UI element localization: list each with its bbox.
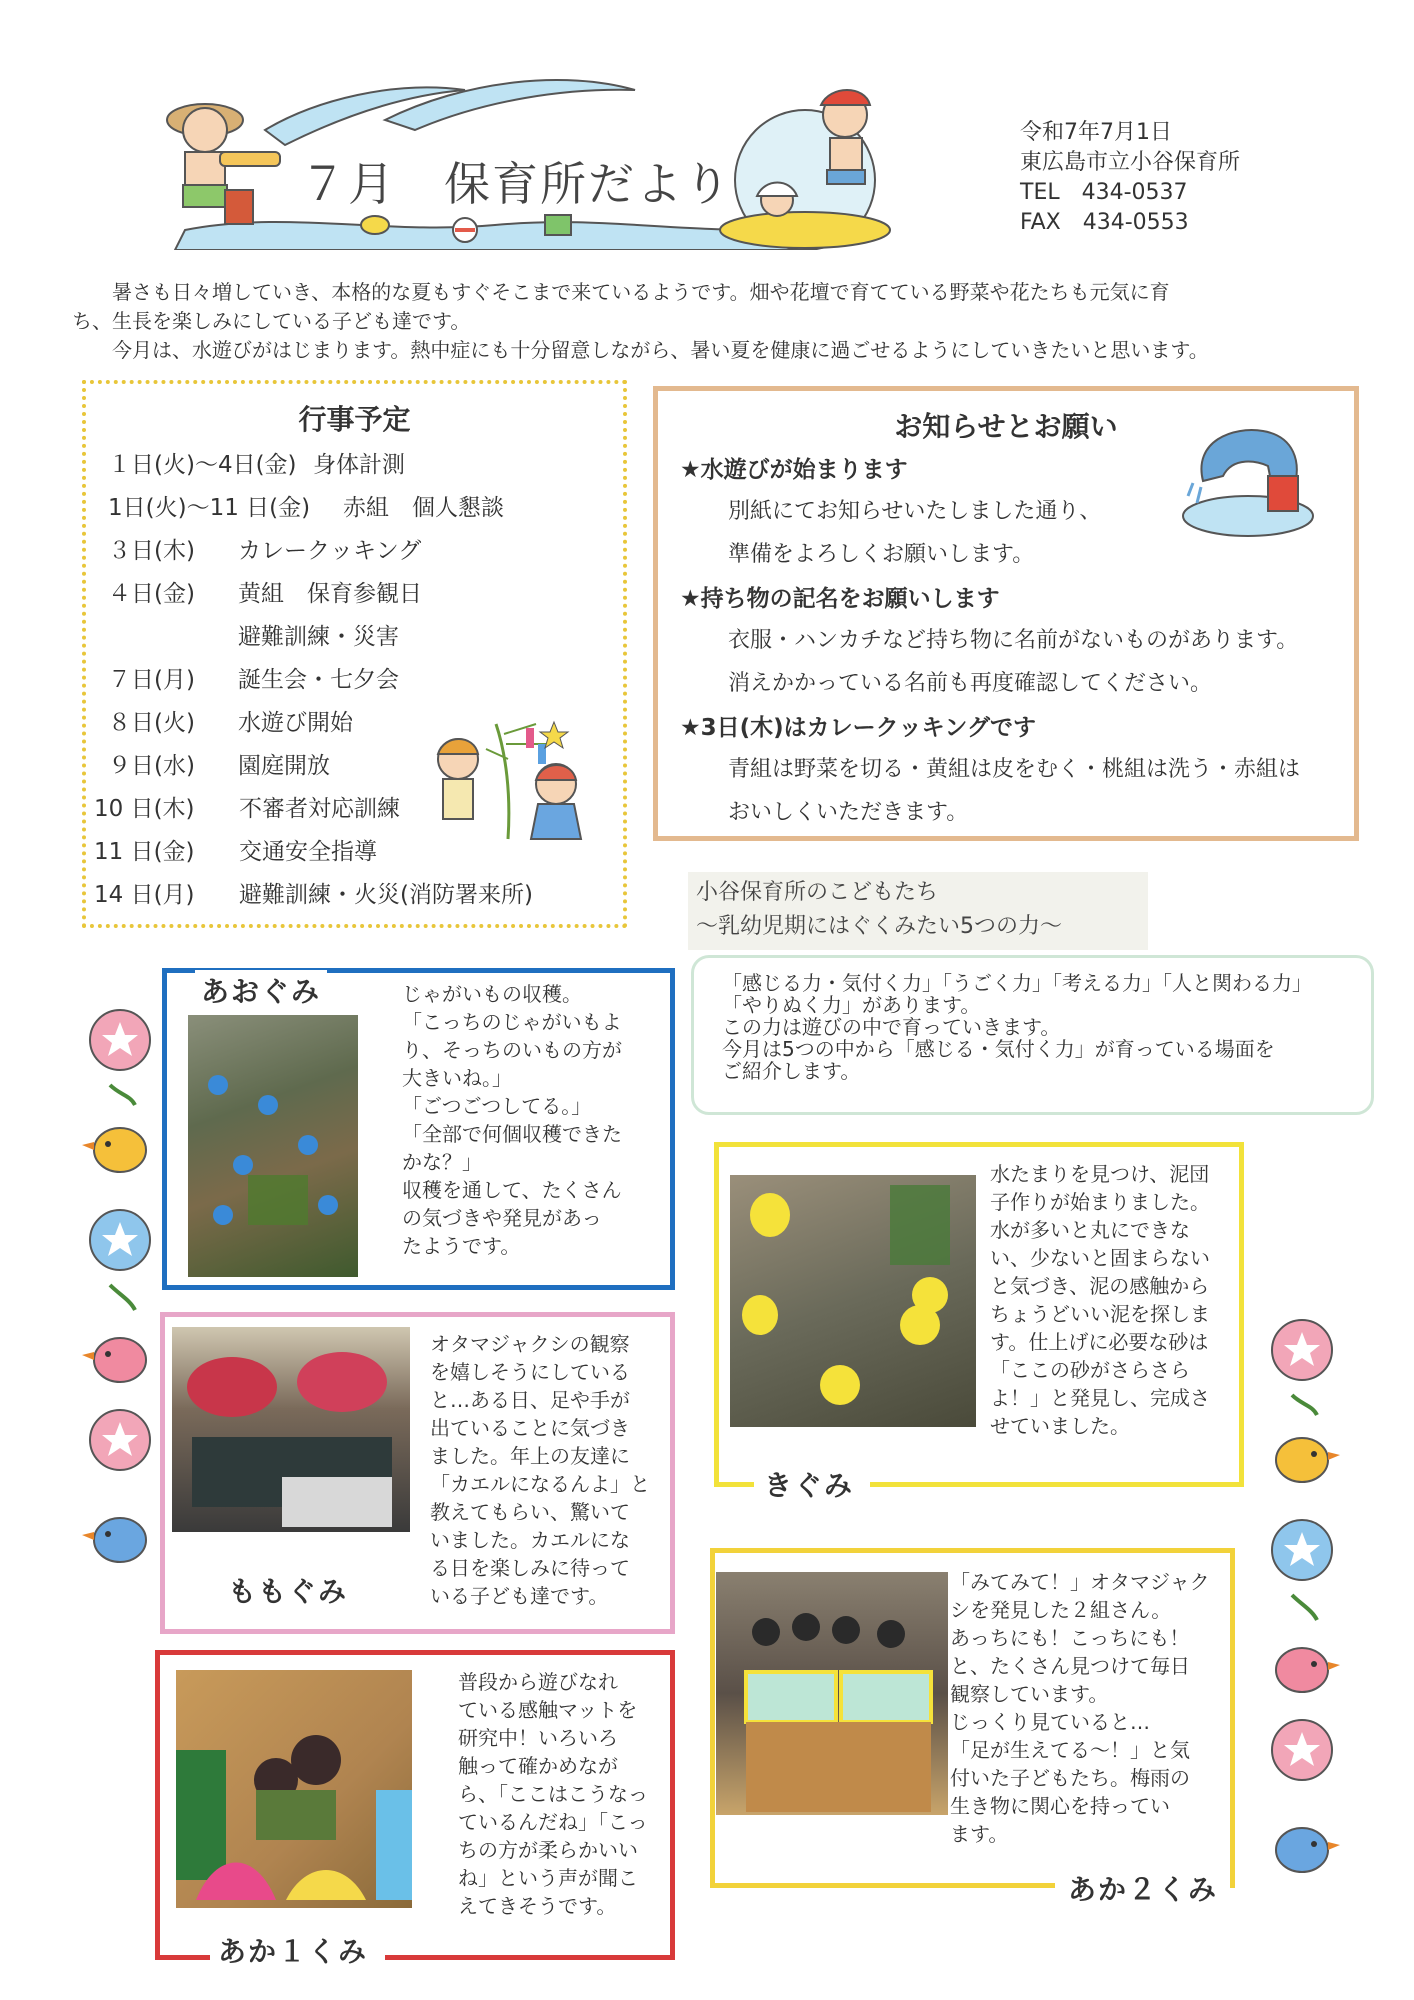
schedule-date: 1日(火)～11 日(金) <box>108 495 311 521</box>
potato-harvest-photo-scene <box>188 1015 358 1277</box>
aogumi-text-line: り、そっちのいもの方が <box>402 1038 622 1062</box>
aka1kumi-photo <box>176 1670 412 1908</box>
kigumi-text-line: せていました。 <box>990 1414 1130 1438</box>
notice-heading: ★3日(木)はカレークッキングです <box>680 715 1036 741</box>
kigumi-text-line: 水が多いと丸にできな <box>990 1218 1190 1242</box>
schedule-event: 身体計測 <box>313 452 405 478</box>
notice-heading: ★持ち物の記名をお願いします <box>680 586 1000 612</box>
notice-line: おいしくいただきます。 <box>728 800 969 825</box>
schedule-date: 11 日(金) <box>94 839 195 865</box>
bird-icon <box>82 1338 146 1382</box>
sensory-mat-photo-scene <box>176 1670 412 1908</box>
aka1kumi-text-line: 研究中！いろいろ <box>458 1726 618 1750</box>
kigumi-class-name: きぐみ <box>758 1464 860 1504</box>
bird-icon <box>1276 1648 1340 1692</box>
aka2kumi-text-line: シを発見した２組さん。 <box>950 1598 1172 1622</box>
aka2kumi-text-line: 「みてみて！」オタマジャク <box>950 1570 1210 1594</box>
momogumi-text-line: オタマジャクシの観察 <box>430 1332 630 1356</box>
aogumi-photo <box>188 1015 358 1277</box>
schedule-date: ８日(火) <box>108 710 195 736</box>
elephant-water-illustration <box>1173 421 1323 541</box>
kigumi-text-line: よ！」と発見し、完成さ <box>990 1386 1210 1410</box>
aka1kumi-text <box>458 1668 648 1920</box>
kigumi-text-line: 水たまりを見つけ、泥団 <box>990 1162 1210 1186</box>
aka2kumi-text-line: 「足が生えてる～！」と気 <box>950 1738 1190 1762</box>
notice-heading: ★水遊びが始まります <box>680 457 908 483</box>
newsletter-title: ７月 保育所だより <box>300 157 732 211</box>
notice-line: 準備をよろしくお願いします。 <box>728 542 1035 567</box>
bird-icon <box>1276 1438 1340 1482</box>
schedule-title: 行事予定 <box>298 403 411 436</box>
morning-glory-icon <box>90 1410 150 1470</box>
schedule-event: 避難訓練・火災(消防署来所) <box>239 882 533 908</box>
aka1kumi-text-line: ら、「ここはこうなっ <box>458 1782 648 1806</box>
aka2kumi-box-bottom <box>710 1883 1055 1888</box>
schedule-date: １日(火)～4日(金) <box>108 452 297 478</box>
aka2kumi-text-line: 生き物に関心を持ってい <box>950 1794 1170 1818</box>
kigumi-box-bottom-right <box>870 1482 1244 1487</box>
schedule-date: ７日(月) <box>108 667 195 693</box>
aka1kumi-text-line: ている感触マットを <box>458 1698 638 1722</box>
aka2kumi-text-line: ます。 <box>950 1822 1009 1846</box>
header-info <box>1020 118 1240 238</box>
aogumi-text-line: 「こっちのじゃがいもよ <box>402 1010 622 1034</box>
bird-icon <box>82 1518 146 1562</box>
intro-paragraph-1: 暑さも日々増していき、本格的な夏もすぐそこまで来ているようです。畑や花壇で育てている野菜や花たちも元気に育 ち、生長を楽しみにしている子ども達です。 <box>72 280 1170 333</box>
aka2kumi-class-name: あか２くみ <box>1062 1868 1224 1908</box>
momogumi-photo <box>172 1327 410 1532</box>
morning-glory-icon <box>90 1210 150 1270</box>
event-schedule-box <box>82 380 627 928</box>
organization-name: 東広島市立小谷保育所 <box>1020 150 1241 175</box>
abilities-line: 今月は5つの中から「感じる・気付く力」が育っている場面を <box>722 1037 1275 1061</box>
abilities-line: ご紹介します。 <box>722 1059 861 1083</box>
intro-text <box>72 278 1342 365</box>
schedule-event: 赤組 個人懇談 <box>343 495 504 521</box>
morning-glory-icon <box>1272 1720 1332 1780</box>
aka2kumi-text-line: 観察しています。 <box>950 1682 1109 1706</box>
aka1kumi-box-bottom-right <box>385 1955 675 1960</box>
aka1kumi-box-bottom-left <box>155 1955 210 1960</box>
momogumi-text-line: と…ある日、足や手が <box>430 1388 630 1412</box>
aogumi-text-line: じゃがいもの収穫。 <box>402 982 582 1006</box>
aka2kumi-text-line: 付いた子どもたち。梅雨の <box>950 1766 1190 1790</box>
aka2kumi-text-line: じっくり見ていると… <box>950 1710 1150 1734</box>
momogumi-text-line: ました。年上の友達に <box>430 1444 630 1468</box>
aka2kumi-text-line: あっちにも！こっちにも！ <box>950 1626 1190 1650</box>
schedule-event: 園庭開放 <box>238 753 330 779</box>
left-border-decoration <box>80 1000 160 1580</box>
momogumi-class-name: ももぐみ <box>222 1570 354 1610</box>
notice-box <box>653 386 1359 841</box>
schedule-event: 交通安全指導 <box>239 839 377 865</box>
schedule-event: カレークッキング <box>238 538 422 564</box>
aka1kumi-text-line: えてきそうです。 <box>458 1894 617 1918</box>
mud-ball-photo-scene <box>730 1175 976 1427</box>
schedule-date: 14 日(月) <box>94 882 195 908</box>
kigumi-text-line: と気づき、泥の感触から <box>990 1274 1210 1298</box>
kigumi-text-line: 「ここの砂がさらさら <box>990 1358 1190 1382</box>
momogumi-text-line: 出ていることに気づき <box>430 1416 630 1440</box>
schedule-event: 避難訓練・災害 <box>238 624 399 650</box>
aka1kumi-text-line: ているんだね」「こっ <box>458 1810 648 1834</box>
momogumi-text-line: を嬉しそうにしている <box>430 1360 630 1384</box>
kigumi-box-bottom-left <box>714 1482 754 1487</box>
schedule-date: ９日(水) <box>108 753 195 779</box>
abilities-line: 「感じる力・気付く力」「うごく力」「考える力」「人と関わる力」 <box>722 971 1312 995</box>
momogumi-text <box>430 1330 650 1610</box>
notice-title: お知らせとお願い <box>894 410 1118 443</box>
bird-icon <box>82 1128 146 1172</box>
schedule-date: 10 日(木) <box>94 796 195 822</box>
schedule-event: 誕生会・七夕会 <box>238 667 399 693</box>
momogumi-text-line: 教えてもらい、驚いて <box>430 1500 630 1524</box>
aka2kumi-photo <box>716 1572 948 1815</box>
kigumi-text-line: 子作りが始まりました。 <box>990 1190 1210 1214</box>
intro-paragraph-2: 今月は、水遊びがはじまります。熱中症にも十分留意しながら、暑い夏を健康に過ごせるようにしていきたいと思います。 <box>112 338 1209 362</box>
momogumi-text-line: いる子ども達です。 <box>430 1584 609 1608</box>
right-border-decoration <box>1262 1310 1342 1890</box>
kigumi-photo <box>730 1175 976 1427</box>
schedule-date: ３日(木) <box>108 538 195 564</box>
morning-glory-icon <box>90 1010 150 1070</box>
schedule-event: 不審者対応訓練 <box>239 796 400 822</box>
morning-glory-icon <box>1272 1320 1332 1380</box>
aogumi-text-line: 収穫を通して、たくさん <box>402 1178 622 1202</box>
schedule-event: 水遊び開始 <box>238 710 353 736</box>
kigumi-text-line: す。仕上げに必要な砂は <box>990 1330 1209 1354</box>
aka1kumi-text-line: ちの方が柔らかいい <box>458 1838 638 1862</box>
aogumi-text-line: かな？」 <box>402 1150 482 1174</box>
aka1kumi-text-line: ね」という声が聞こ <box>458 1866 638 1890</box>
aka2kumi-text <box>950 1568 1210 1848</box>
aogumi-text-line: 「全部で何個収穫できた <box>402 1122 622 1146</box>
kid-with-watergun-illustration <box>167 104 280 224</box>
bird-icon <box>1276 1828 1340 1872</box>
abilities-line: 「やりぬく力」があります。 <box>722 993 981 1017</box>
five-abilities-box <box>691 955 1374 1115</box>
kigumi-text-line: い、少ないと固まらない <box>990 1246 1210 1270</box>
tanabata-kids-illustration <box>426 714 596 844</box>
kids-title-line-1: 小谷保育所のこどもたち <box>696 880 939 905</box>
telephone-number: TEL 434-0537 <box>1020 180 1188 205</box>
aka1kumi-text-line: 普段から遊びなれ <box>458 1670 618 1694</box>
aka2kumi-text-line: と、たくさん見つけて毎日 <box>950 1654 1190 1678</box>
momogumi-text-line: いました。カエルにな <box>430 1528 630 1552</box>
aogumi-text-line: 大きいね。」 <box>402 1066 512 1090</box>
aogumi-text <box>402 980 622 1260</box>
kigumi-text-line: ちょうどいい泥を探しま <box>990 1302 1210 1326</box>
momogumi-text-line: 「カエルになるんよ」と <box>430 1472 650 1496</box>
notice-line: 青組は野菜を切る・黄組は皮をむく・桃組は洗う・赤組は <box>728 757 1301 782</box>
aka1kumi-class-name: あか１くみ <box>212 1930 374 1970</box>
momogumi-text-line: る日を楽しみに待って <box>430 1556 630 1580</box>
abilities-line: この力は遊びの中で育っていきます。 <box>722 1015 1061 1039</box>
schedule-date: ４日(金) <box>108 581 195 607</box>
morning-glory-icon <box>1272 1520 1332 1580</box>
kids-title-line-2: ～乳幼児期にはぐくみたい5つの力～ <box>696 914 1062 939</box>
fax-number: FAX 434-0553 <box>1020 210 1189 235</box>
kids-section-title <box>688 872 1148 950</box>
aogumi-box-edge <box>670 968 675 1290</box>
tadpole-observation-photo-scene <box>172 1327 410 1532</box>
notice-line: 別紙にてお知らせいたしました通り、 <box>728 499 1102 524</box>
kigumi-text <box>990 1160 1210 1440</box>
notice-line: 消えかかっている名前も再度確認してください。 <box>728 671 1213 696</box>
tadpole-tank-photo-scene <box>716 1572 948 1815</box>
kids-in-pool-illustration <box>720 90 890 250</box>
aogumi-class-name: あおぐみ <box>195 970 327 1010</box>
aogumi-text-line: の気づきや発見があっ <box>402 1206 602 1230</box>
notice-line: 衣服・ハンカチなど持ち物に名前がないものがあります。 <box>728 628 1299 653</box>
schedule-event: 黄組 保育参観日 <box>238 581 422 607</box>
aka1kumi-text-line: 触って確かめなが <box>458 1754 618 1778</box>
issue-date: 令和7年7月1日 <box>1020 120 1172 145</box>
aogumi-text-line: 「ごつごつしてる。」 <box>402 1094 592 1118</box>
aogumi-text-line: たようです。 <box>402 1234 521 1258</box>
